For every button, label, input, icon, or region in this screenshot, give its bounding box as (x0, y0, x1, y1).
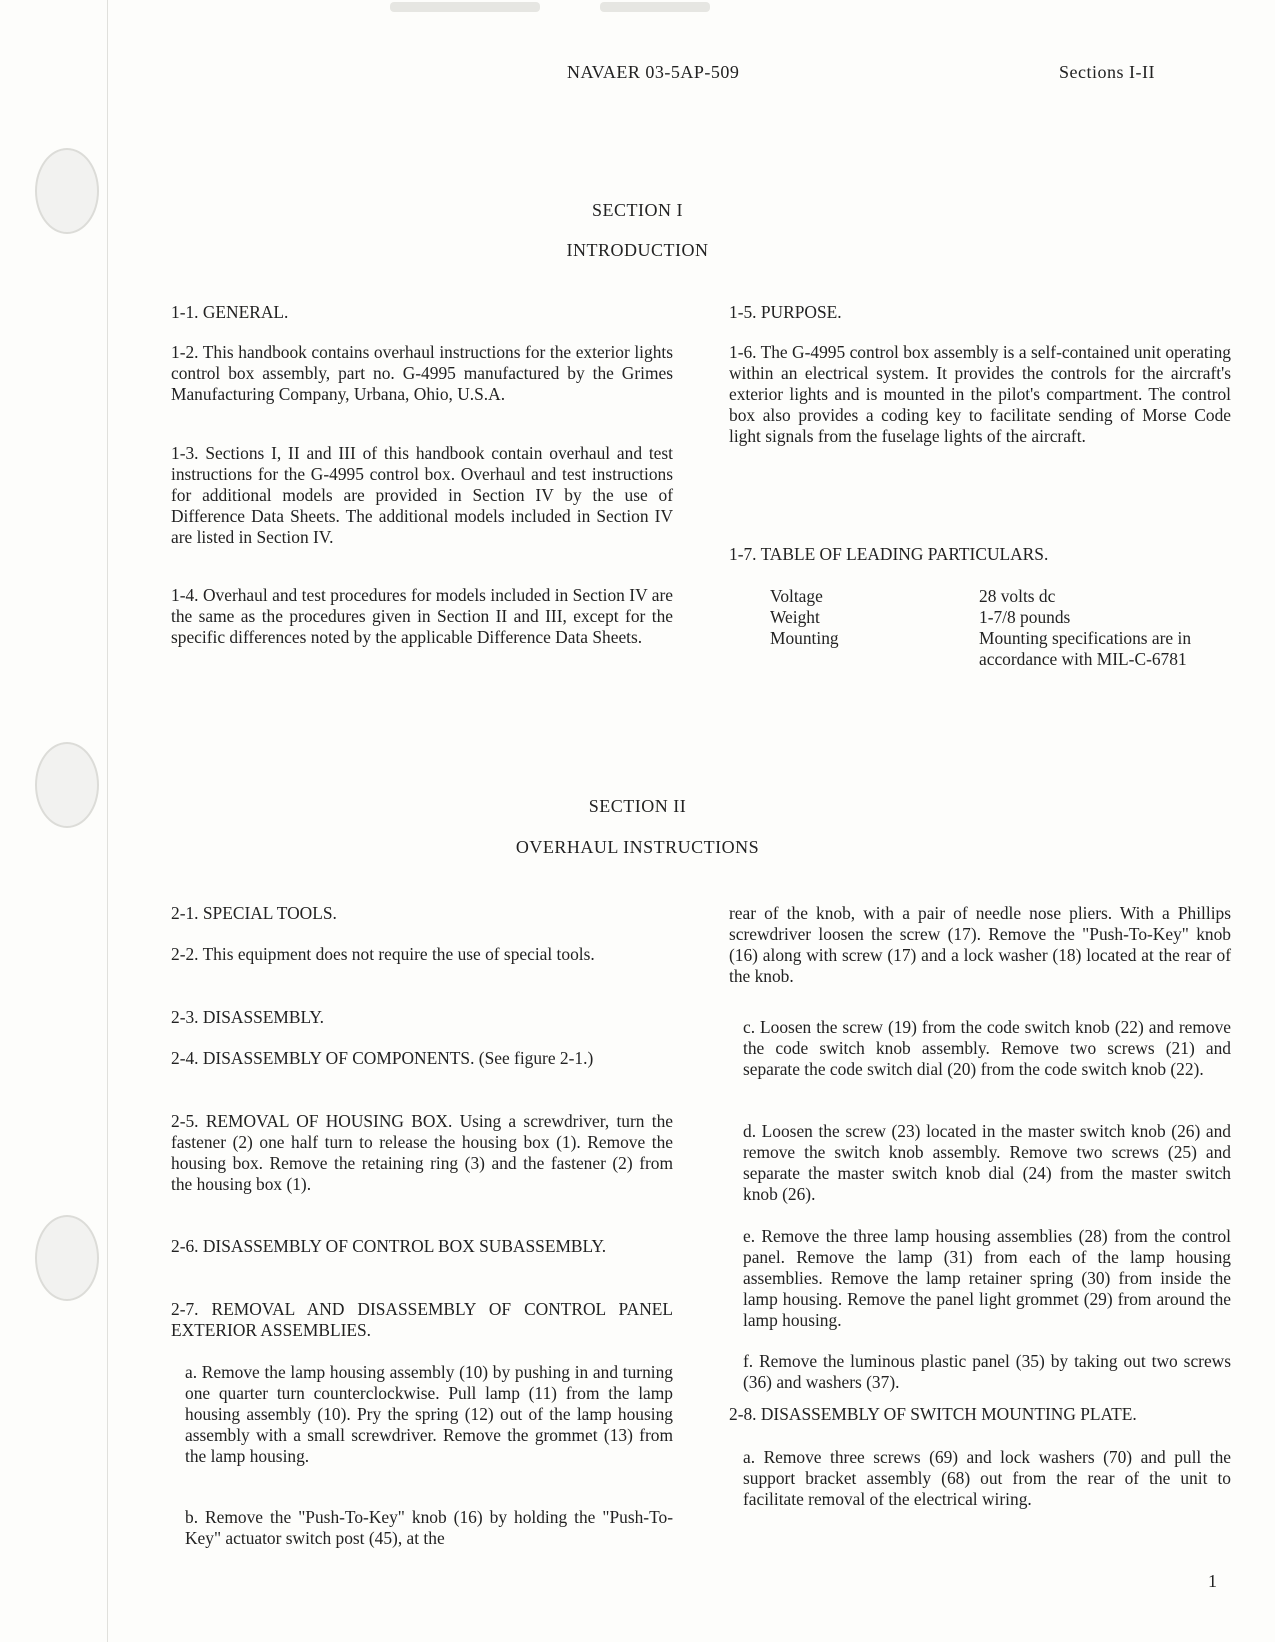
punch-hole-top (35, 148, 99, 234)
paragraph-2-8: 2-8. DISASSEMBLY OF SWITCH MOUNTING PLATE. (729, 1404, 1137, 1424)
section-1-title: INTRODUCTION (566, 240, 709, 260)
particular-value: 28 volts dc (979, 586, 1056, 606)
step-2-7-c: c. Loosen the screw (19) from the code switch knob (22) and remove the code switch knob assembly. Remove two screws (21) and separate the code switch dial (20) from the code switch knob (22). (743, 1017, 1231, 1079)
step-2-7-e: e. Remove the three lamp housing assemblies (28) from the control panel. Remove the lamp (31) from each of the lamp housing assemblies. Remove the lamp retainer spring (30) from inside the lamp housing. Remove the panel light grommet (29) from around the lamp housing. (743, 1226, 1231, 1330)
section-2-number: SECTION II (588, 796, 687, 816)
punch-hole-bottom (35, 1215, 99, 1301)
paragraph-1-3: 1-3. Sections I, II and III of this handbook contain overhaul and test instructions for the G-4995 control box. Overhaul and test instructions for additional models are provided in Section IV by the use of Difference Data Sheets. The additional models included in Section IV are listed in Section IV. (171, 443, 673, 547)
section-reference: Sections I-II (1059, 62, 1155, 82)
paragraph-2-7: 2-7. REMOVAL AND DISASSEMBLY OF CONTROL PANEL EXTERIOR ASSEMBLIES. (171, 1299, 673, 1340)
paragraph-1-7: 1-7. TABLE OF LEADING PARTICULARS. (729, 544, 1049, 564)
particular-label: Mounting (770, 628, 839, 648)
particular-value: 1-7/8 pounds (979, 607, 1071, 627)
step-2-8-a: a. Remove three screws (69) and lock washers (70) and pull the support bracket assembly (68) out from the rear of the unit to facilitate removal of the electrical wiring. (743, 1447, 1231, 1509)
page-number: 1 (1208, 1571, 1217, 1591)
section-1-number: SECTION I (592, 200, 683, 220)
section-2-title: OVERHAUL INSTRUCTIONS (515, 837, 760, 857)
step-2-7-b-continued: rear of the knob, with a pair of needle nose pliers. With a Phillips screwdriver loosen the screw (17). Remove the "Push-To-Key" knob (16) along with screw (17) and a lock washer (18) located at the rear of the knob. (729, 903, 1231, 986)
paragraph-2-3: 2-3. DISASSEMBLY. (171, 1007, 325, 1027)
particular-label: Voltage (770, 586, 823, 606)
paragraph-2-4: 2-4. DISASSEMBLY OF COMPONENTS. (See figure 2-1.) (171, 1048, 594, 1068)
particular-value: Mounting specifications are in accordance with MIL-C-6781 (979, 628, 1192, 669)
particular-label: Weight (770, 607, 820, 627)
paragraph-2-2: 2-2. This equipment does not require the use of special tools. (171, 944, 595, 964)
step-2-7-f: f. Remove the luminous plastic panel (35) by taking out two screws (36) and washers (37). (743, 1351, 1231, 1392)
paragraph-2-1: 2-1. SPECIAL TOOLS. (171, 903, 337, 923)
step-2-7-b: b. Remove the "Push-To-Key" knob (16) by holding the "Push-To-Key" actuator switch post (45), at the (185, 1507, 673, 1548)
paragraph-2-5: 2-5. REMOVAL OF HOUSING BOX. Using a screwdriver, turn the fastener (2) one half turn to release the housing box (1). Remove the housing box. Remove the retaining ring (3) and the fastener (2) from the housing box (1). (171, 1111, 673, 1194)
step-2-7-d: d. Loosen the screw (23) located in the master switch knob (26) and remove the switch knob assembly. Remove two screws (25) and separate the master switch knob dial (24) from the master switch knob (26). (743, 1121, 1231, 1204)
scan-smudge (600, 2, 710, 12)
paragraph-1-1: 1-1. GENERAL. (171, 302, 289, 322)
paragraph-1-4: 1-4. Overhaul and test procedures for models included in Section IV are the same as the procedures given in Section II and III, except for the specific differences noted by the applicable Difference Data Sheets. (171, 585, 673, 647)
document-number: NAVAER 03-5AP-509 (567, 62, 740, 82)
scan-smudge (390, 2, 540, 12)
paragraph-1-5: 1-5. PURPOSE. (729, 302, 842, 322)
paragraph-2-6: 2-6. DISASSEMBLY OF CONTROL BOX SUBASSEMBLY. (171, 1236, 607, 1256)
paragraph-1-2: 1-2. This handbook contains overhaul instructions for the exterior lights control box assembly, part no. G-4995 manufactured by the Grimes Manufacturing Company, Urbana, Ohio, U.S.A. (171, 342, 673, 404)
paragraph-1-6: 1-6. The G-4995 control box assembly is a self-contained unit operating within an electrical system. It provides the controls for the aircraft's exterior lights and is mounted in the pilot's compartment. The control box also provides a coding key to facilitate sending of Morse Code light signals from the fuselage lights of the aircraft. (729, 342, 1231, 446)
step-2-7-a: a. Remove the lamp housing assembly (10) by pushing in and turning one quarter turn counterclockwise. Pull lamp (11) from the lamp housing assembly (10). Pry the spring (12) out of the lamp housing assembly with a small screwdriver. Remove the grommet (13) from the lamp housing. (185, 1362, 673, 1466)
